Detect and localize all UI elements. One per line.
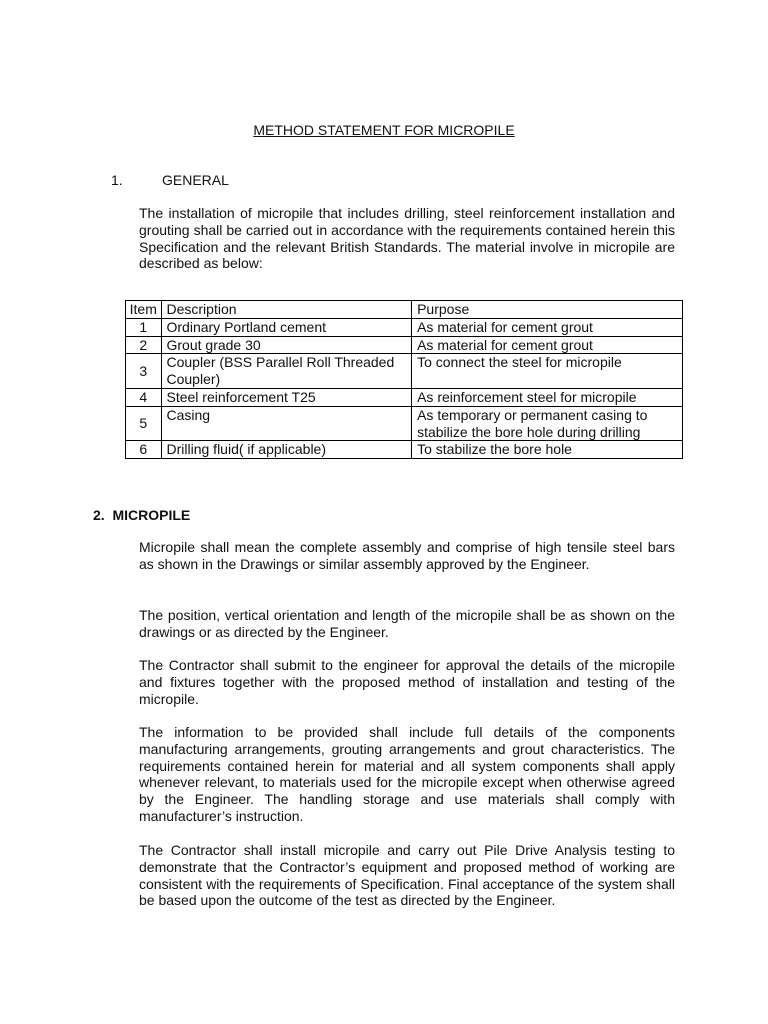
section-2-paragraph-2: The position, vertical orientation and length of the micropile shall be as shown on the drawings or as directed by the Engineer. [139, 607, 675, 640]
section-2-paragraph-4: The information to be provided shall include full details of the components manufacturing arrangements, grouting arrangements and grout characteristics. The requirements contained herein for material and all system components shall apply whenever relevant, to materials used for the micropile except when otherwise agreed by the Engineer. The handling storage and use materials shall comply with manufacturer’s instruction. [139, 724, 675, 824]
row-description: Steel reinforcement T25 [161, 388, 412, 406]
section-2-paragraph-1: Micropile shall mean the complete assembly and comprise of high tensile steel bars as shown in the Drawings or similar assembly approved by the Engineer. [139, 539, 675, 572]
section-1-intro: The installation of micropile that includes drilling, steel reinforcement installation and grouting shall be carried out in accordance with the requirements contained herein this Specification and the relevant British Standards. The material involve in micropile are described as below: [139, 205, 675, 272]
row-item: 3 [126, 354, 162, 389]
row-item: 4 [126, 388, 162, 406]
section-2-paragraph-5: The Contractor shall install micropile and carry out Pile Drive Analysis testing to demonstrate that the Contractor’s equipment and proposed method of working are consistent with the requirements of Specification. Final acceptance of the system shall be based upon the outcome of the test as directed by the Engineer. [139, 842, 675, 909]
section-1-heading: GENERAL [162, 172, 229, 188]
row-description: Casing [161, 406, 412, 441]
table-row [126, 336, 683, 354]
row-purpose: As reinforcement steel for micropile [412, 388, 683, 406]
table-row [126, 441, 683, 459]
header-purpose: Purpose [412, 301, 683, 319]
table-row [126, 318, 683, 336]
row-purpose: To connect the steel for micropile [412, 354, 683, 389]
row-description: Grout grade 30 [161, 336, 412, 354]
row-item: 1 [126, 318, 162, 336]
document-title: METHOD STATEMENT FOR MICROPILE [253, 122, 515, 138]
header-description: Description [161, 301, 412, 319]
row-description: Drilling fluid( if applicable) [161, 441, 412, 459]
row-item: 5 [126, 406, 162, 441]
materials-table [125, 300, 683, 459]
table-row [126, 388, 683, 406]
table-header-row [126, 301, 683, 319]
row-description: Ordinary Portland cement [161, 318, 412, 336]
section-2-heading: 2. MICROPILE [93, 507, 191, 523]
section-2-paragraph-3: The Contractor shall submit to the engineer for approval the details of the micropile and fixtures together with the proposed method of installation and testing of the micropile. [139, 657, 675, 707]
row-item: 6 [126, 441, 162, 459]
table-row [126, 406, 683, 441]
row-purpose: As temporary or permanent casing to stabilize the bore hole during drilling [412, 406, 683, 441]
row-purpose: As material for cement grout [412, 318, 683, 336]
row-purpose: To stabilize the bore hole [412, 441, 683, 459]
section-1-number: 1. [111, 172, 123, 188]
row-description: Coupler (BSS Parallel Roll Threaded Coupler) [161, 354, 412, 389]
row-item: 2 [126, 336, 162, 354]
header-item: Item [126, 301, 162, 319]
table-row [126, 354, 683, 389]
row-purpose: As material for cement grout [412, 336, 683, 354]
